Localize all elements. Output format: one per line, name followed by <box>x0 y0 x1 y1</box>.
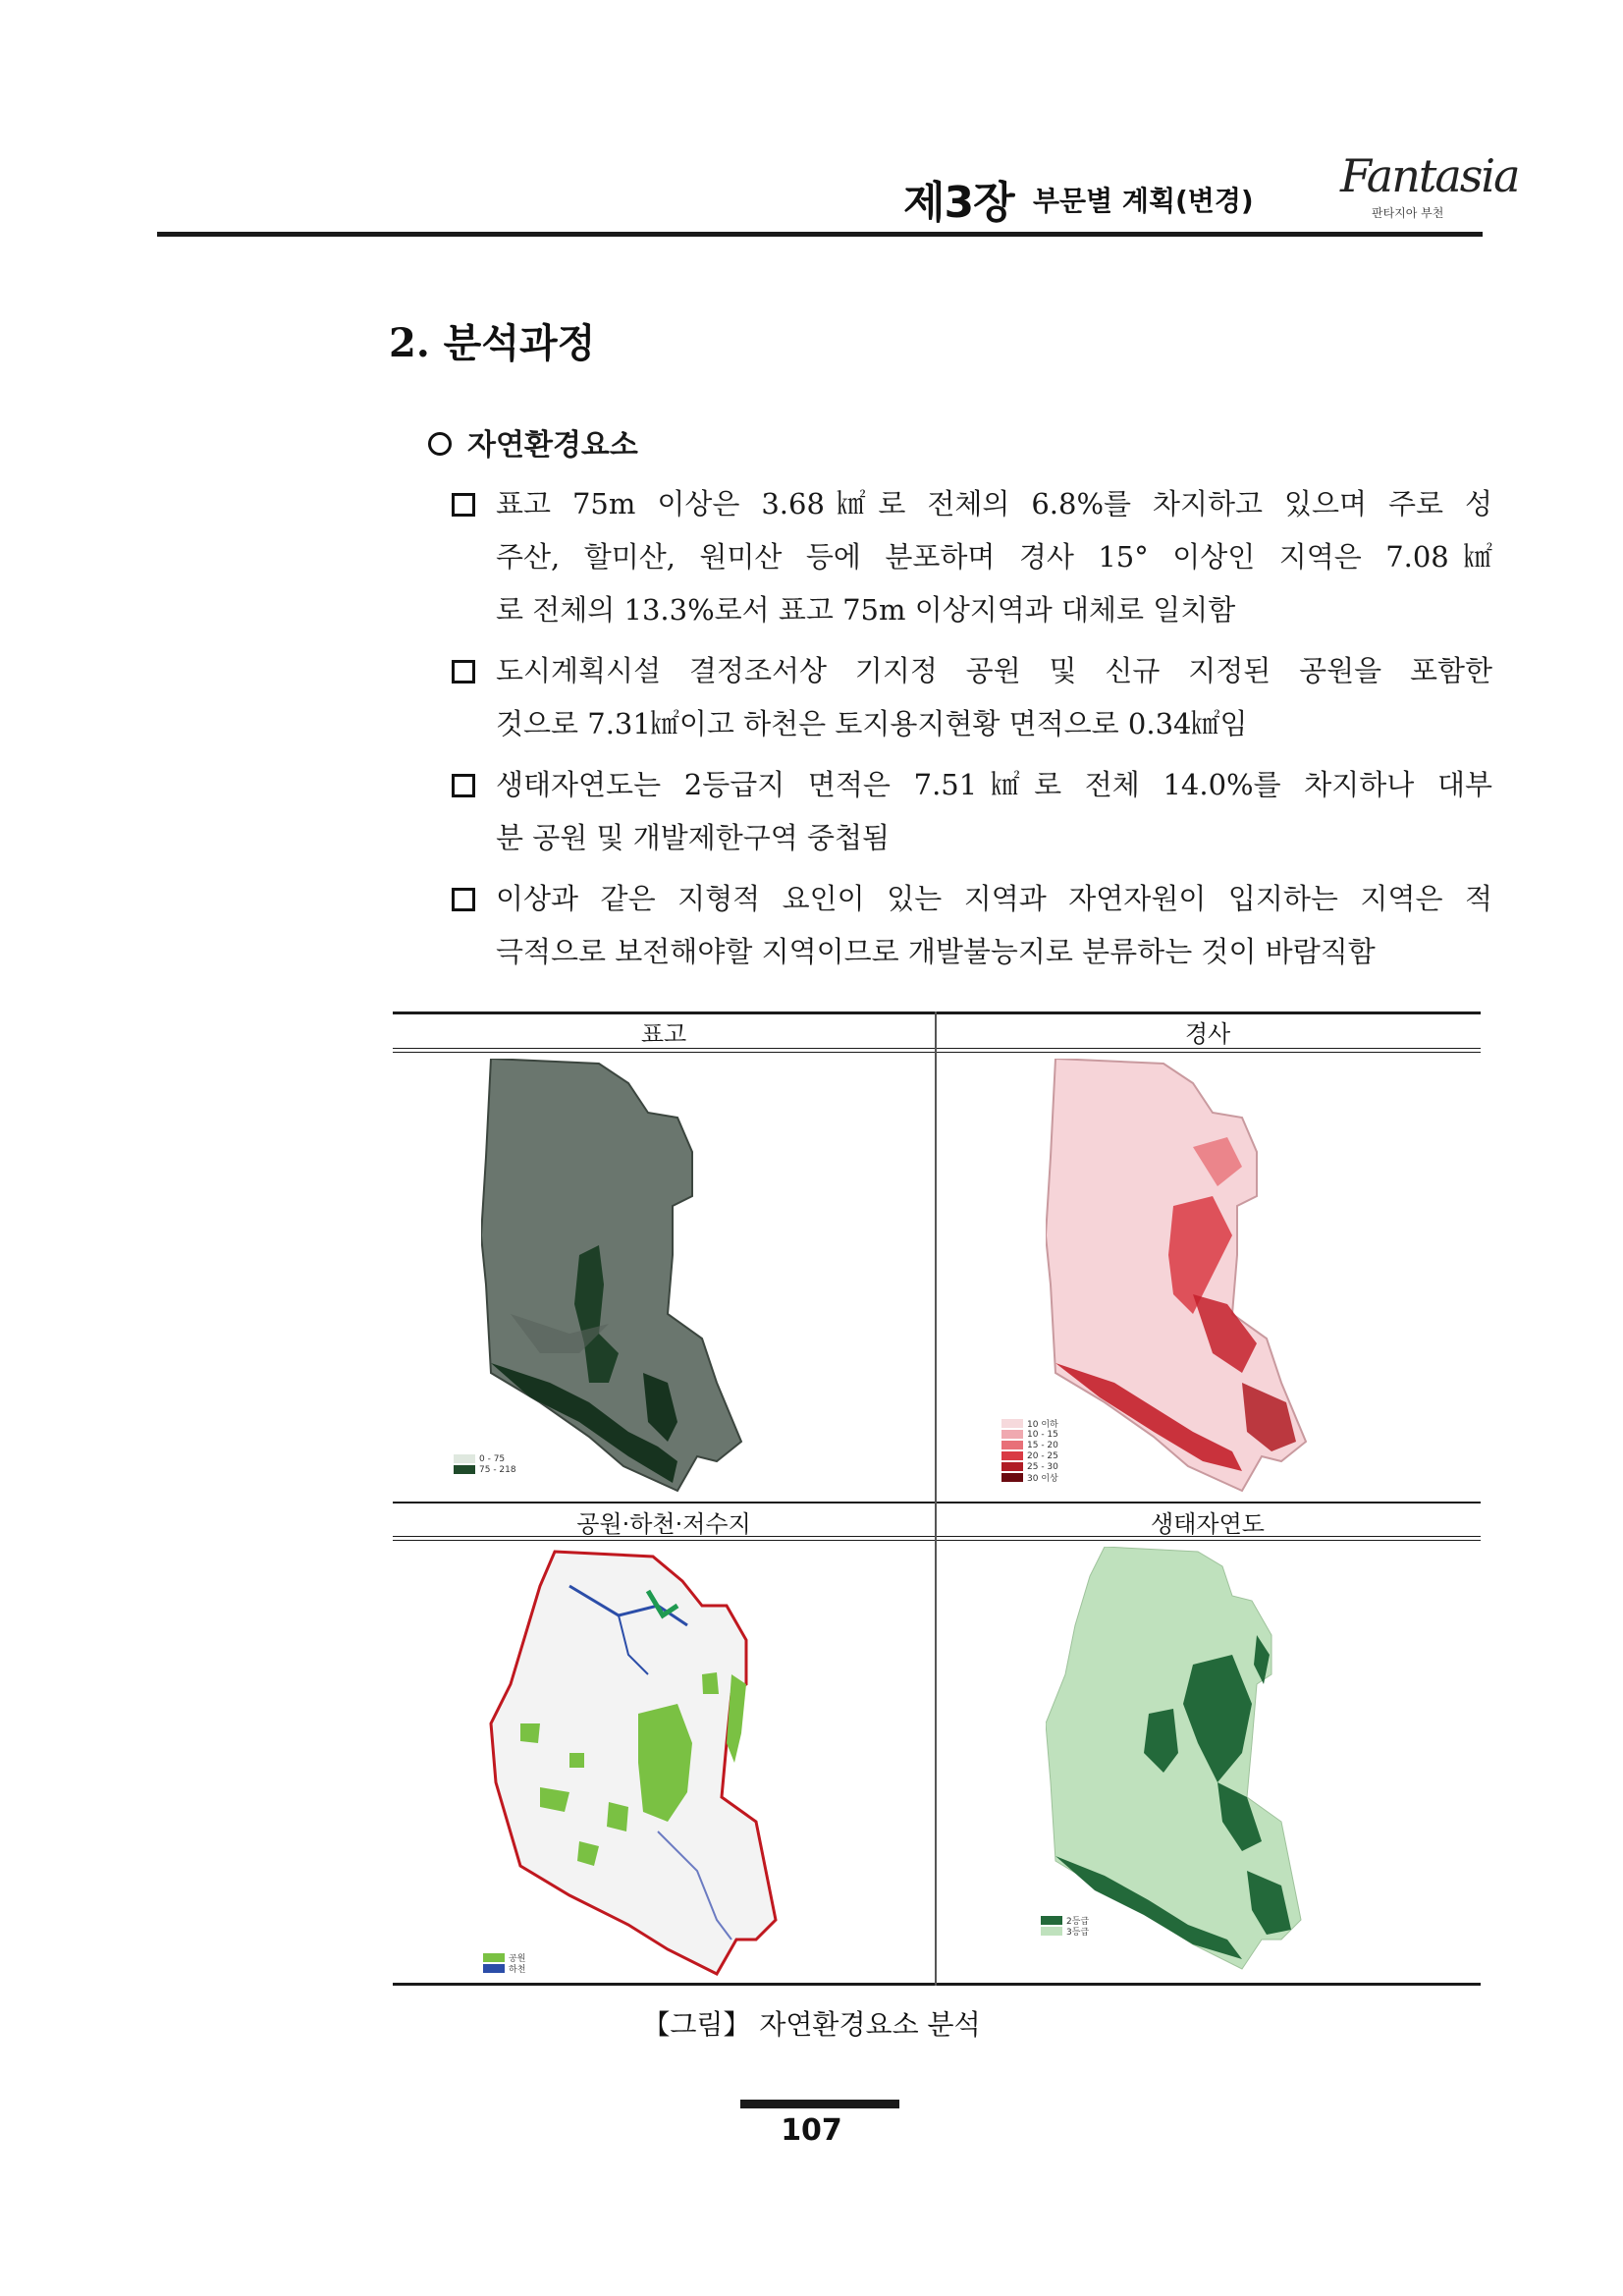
section-title: 2. 분석과정 <box>389 320 596 366</box>
panel-label-ecology: 생태자연도 <box>1151 1510 1265 1538</box>
subheading <box>428 420 638 464</box>
chapter-subtitle: 부문별 계획(변경) <box>1033 185 1254 217</box>
bullet-item <box>452 477 1492 636</box>
bullet-line: 생태자연도는 2등급지 면적은 7.51㎢로 전체 14.0%를 차지하나 대부 <box>496 768 1492 801</box>
legend-swatch <box>1001 1462 1023 1471</box>
figure-grid <box>393 1011 1481 1986</box>
legend-text: 10 - 15 <box>1027 1429 1058 1440</box>
legend-text: 공원 <box>509 1954 526 1964</box>
grid-rule <box>393 1502 1481 1503</box>
fantasia-logo <box>1340 147 1519 226</box>
grid-rule <box>393 1052 1481 1053</box>
bullet-item <box>452 872 1492 978</box>
legend-text: 20 - 25 <box>1027 1450 1058 1461</box>
parks-legend <box>483 1952 525 1974</box>
square-bullet-icon <box>452 660 475 683</box>
circle-bullet-icon <box>428 432 452 456</box>
figure-caption: 【그림】 자연환경요소 분석 <box>642 2008 981 2041</box>
legend-swatch <box>454 1454 475 1463</box>
legend-swatch <box>483 1964 505 1973</box>
elevation-legend <box>454 1453 516 1475</box>
legend-row <box>1001 1429 1058 1440</box>
bullet-item <box>452 758 1492 864</box>
legend-swatch <box>483 1953 505 1962</box>
legend-text: 하천 <box>509 1965 526 1975</box>
legend-text: 75 - 218 <box>479 1464 516 1475</box>
legend-text: 30 이상 <box>1027 1474 1058 1484</box>
legend-text: 2등급 <box>1066 1917 1090 1927</box>
legend-swatch <box>1001 1441 1023 1449</box>
legend-row <box>483 1963 525 1974</box>
legend-row <box>1001 1418 1058 1429</box>
bullet-line: 로 전체의 13.3%로서 표고 75m 이상지역과 대체로 일치함 <box>496 593 1236 627</box>
bullet-line: 이상과 같은 지형적 요인이 있는 지역과 자연자원이 입지하는 지역은 적 <box>496 882 1492 915</box>
ecology-legend <box>1041 1915 1089 1937</box>
bullet-line: 표고 75m 이상은 3.68㎢로 전체의 6.8%를 차지하고 있으며 주로 성 <box>496 487 1492 520</box>
panel-label-elevation: 표고 <box>640 1020 687 1048</box>
slope-map <box>1046 1059 1419 1496</box>
page-number-bar <box>740 2100 899 2108</box>
legend-row <box>454 1453 516 1464</box>
legend-row <box>1001 1450 1058 1461</box>
legend-swatch <box>1001 1473 1023 1482</box>
grid-divider <box>935 1011 937 1986</box>
legend-swatch <box>1001 1430 1023 1439</box>
ecology-map <box>1046 1547 1419 1979</box>
square-bullet-icon <box>452 888 475 911</box>
legend-text: 3등급 <box>1066 1928 1090 1938</box>
legend-text: 15 - 20 <box>1027 1440 1058 1450</box>
grid-rule <box>393 1983 1481 1986</box>
bullet-line: 도시계획시설 결정조서상 기지정 공원 및 신규 지정된 공원을 포함한 <box>496 654 1492 687</box>
chapter-number: 제3장 <box>903 178 1014 228</box>
bullet-item <box>452 644 1492 750</box>
logo-subtext: 판타지아 부천 <box>1372 206 1444 220</box>
legend-swatch <box>1001 1419 1023 1428</box>
panel-label-parks: 공원·하천·저수지 <box>576 1510 751 1538</box>
square-bullet-icon <box>452 774 475 797</box>
legend-row <box>1041 1926 1089 1937</box>
legend-swatch <box>1001 1451 1023 1460</box>
elevation-map <box>481 1059 854 1496</box>
legend-row <box>454 1464 516 1475</box>
bullet-line: 주산, 할미산, 원미산 등에 분포하며 경사 15° 이상인 지역은 7.08㎢ <box>496 540 1492 574</box>
legend-text: 0 - 75 <box>479 1453 506 1464</box>
header-rule <box>157 232 1483 237</box>
subheading-text: 자연환경요소 <box>467 428 638 463</box>
bullet-line: 분 공원 및 개발제한구역 중첩됨 <box>496 821 891 854</box>
panel-label-slope: 경사 <box>1184 1020 1231 1048</box>
grid-rule <box>393 1540 1481 1541</box>
logo-text: Fantasia <box>1340 149 1519 202</box>
slope-legend <box>1001 1418 1058 1483</box>
parks-map <box>481 1547 854 1979</box>
bullet-line: 극적으로 보전해야할 지역이므로 개발불능지로 분류하는 것이 바람직함 <box>496 935 1376 968</box>
legend-swatch <box>1041 1927 1062 1936</box>
legend-swatch <box>454 1465 475 1474</box>
square-bullet-icon <box>452 493 475 517</box>
legend-row <box>1001 1472 1058 1483</box>
bullet-line: 것으로 7.31㎢이고 하천은 토지용지현황 면적으로 0.34㎢임 <box>496 707 1248 740</box>
legend-text: 25 - 30 <box>1027 1461 1058 1472</box>
page-number: 107 <box>781 2113 842 2148</box>
legend-row <box>1001 1440 1058 1450</box>
legend-text: 10 이하 <box>1027 1420 1058 1430</box>
legend-swatch <box>1041 1916 1062 1925</box>
